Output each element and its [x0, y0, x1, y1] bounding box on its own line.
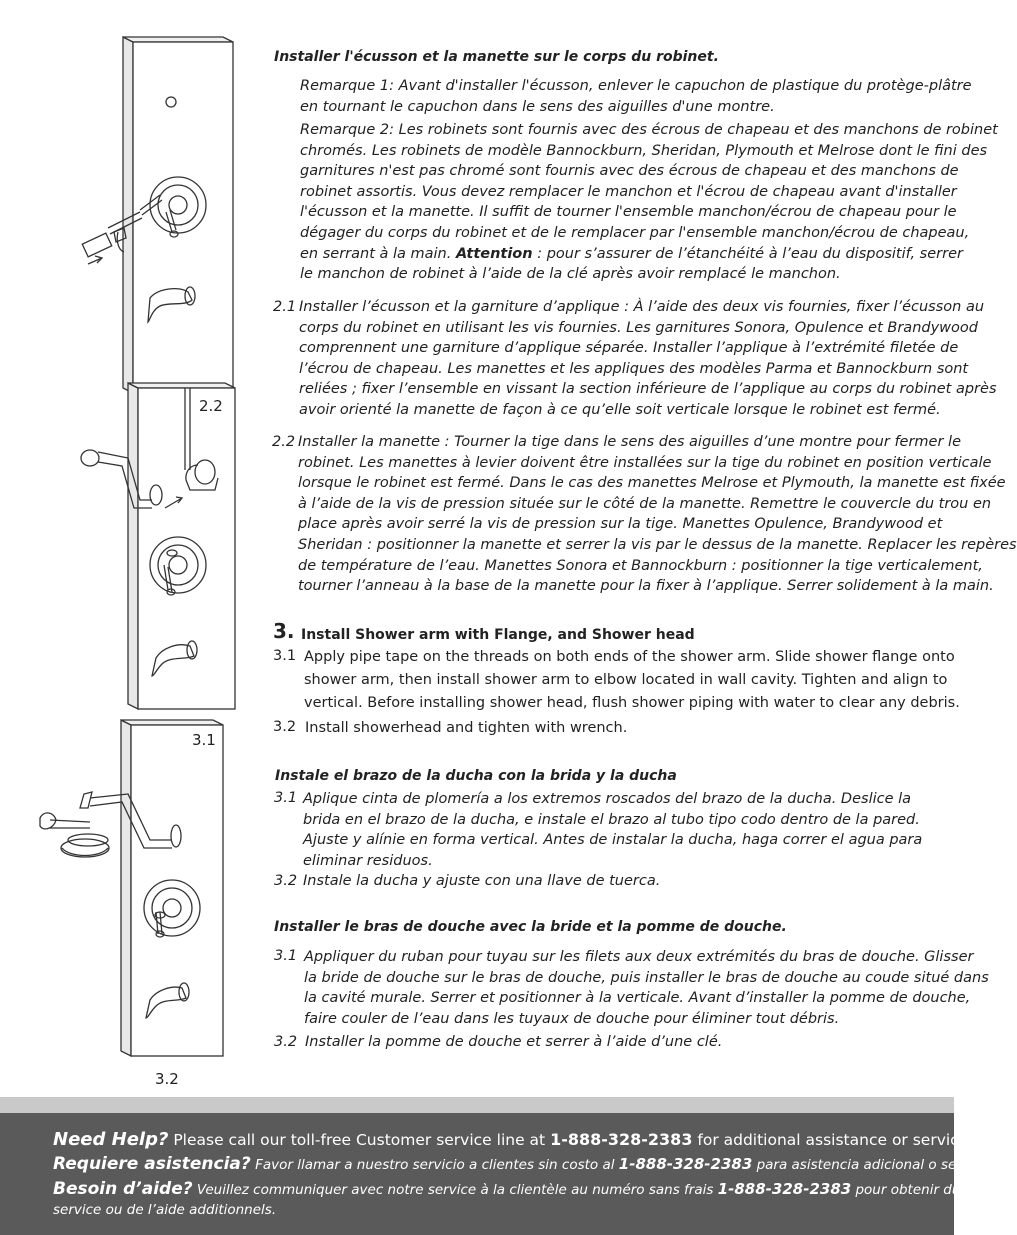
- es-section-3-heading: Instale el brazo de la ducha con la brida y la ducha: [275, 768, 677, 784]
- en-step-3-1-line: shower arm, then install shower arm to elbow located in wall cavity. Tighten and align to: [304, 672, 948, 688]
- section-number-3: 3.: [273, 619, 295, 643]
- fr-note-line: Remarque 2: Les robinets sont fournis avec des écrous de chapeau et des manchons de robinet: [300, 122, 998, 138]
- requiere-asistencia-label: Requiere asistencia?: [53, 1154, 251, 1174]
- fr-step-2-2-line: Sheridan : positionner la manette et serrer la vis par le dessus de la manette. Replacer les repères: [298, 537, 1017, 553]
- fr-step-2-2-line: Installer la manette : Tourner la tige dans le sens des aiguilles d’une montre pour fermer le: [298, 434, 961, 450]
- step-number-3-1: 3.1: [273, 648, 297, 664]
- fr-step-2-2-line: à l’aide de la vis de pression située sur le côté de la manette. Remettre le couvercle du trou en: [298, 495, 992, 512]
- phone-number: 1-888-328-2383: [550, 1130, 693, 1149]
- phone-number: 1-888-328-2383: [618, 1155, 753, 1173]
- figure-label-2-2: 2.2: [199, 397, 223, 415]
- fr-step-2-1-line: l’écrou de chapeau. Les manettes et les appliques des modèles Parma et Bannockburn sont: [299, 360, 969, 377]
- fr-note-line: l'écusson et la manette. Il suffit de tourner l'ensemble manchon/écrou de chapeau pour le: [300, 204, 957, 221]
- step-number-3-2: 3.2: [274, 873, 298, 889]
- help-text: Favor llamar a nuestro servicio a clientes sin costo al: [250, 1157, 619, 1173]
- en-step-3-1-line: vertical. Before installing shower head, flush shower piping with water to clear any debris.: [304, 695, 960, 711]
- help-text: para asistencia adicional o servicio.: [752, 1157, 998, 1173]
- figure-label-3-1: 3.1: [192, 731, 216, 749]
- fr-step-3-1-line: faire couler de l’eau dans les tuyaux de douche pour éliminer tout débris.: [304, 1010, 840, 1027]
- installation-illustrations: [0, 0, 260, 1100]
- es-step-3-1-line: Ajuste y alínie en forma vertical. Antes de instalar la ducha, haga correr el agua para: [303, 832, 923, 849]
- footer-divider-strip: [0, 1097, 954, 1113]
- en-step-3-2-text: Install showerhead and tighten with wrench.: [305, 720, 628, 736]
- step-number-2-1: 2.1: [273, 299, 297, 315]
- fr-step-2-1-line: avoir orienté la manette de façon à ce qu’elle soit verticale lorsque le robinet est fermé.: [299, 402, 941, 418]
- fr-step-2-2-line: place après avoir serré la vis de pression sur la tige. Manettes Opulence, Brandywood et: [298, 516, 943, 533]
- need-help-label: Need Help?: [53, 1129, 169, 1150]
- en-step-3-1-line: Apply pipe tape on the threads on both ends of the shower arm. Slide shower flange onto: [304, 649, 955, 665]
- step-number-2-2: 2.2: [272, 434, 296, 450]
- figure-label-3-2: 3.2: [155, 1070, 179, 1088]
- help-text: for additional assistance or service.: [692, 1131, 974, 1149]
- es-step-3-2-text: Instale la ducha y ajuste con una llave de tuerca.: [303, 873, 661, 889]
- fr-note-line: Remarque 1: Avant d'installer l'écusson, enlever le capuchon de plastique du protège-plâtre: [300, 78, 972, 94]
- fr-step-3-1-line: Appliquer du ruban pour tuyau sur les filets aux deux extrémités du bras de douche. Glisser: [304, 949, 974, 965]
- help-text: Please call our toll-free Customer service line at: [168, 1131, 551, 1149]
- help-line-english: [53, 1129, 973, 1150]
- help-line-french-cont: service ou de l’aide additionnels.: [53, 1202, 277, 1218]
- fr-step-2-2-line: de température de l’eau. Manettes Sonora et Bannockburn : positionner la tige verticalement,: [298, 557, 983, 574]
- fr-note-text: : pour s’assurer de l’étanchéité à l’eau du dispositif, serrer: [532, 245, 963, 262]
- fr-step-2-1-line: corps du robinet en utilisant les vis fournies. Les garnitures Sonora, Opulence et Brandywood: [299, 319, 978, 336]
- fr-note-text: en serrant à la main.: [300, 245, 452, 262]
- help-text: pour obtenir du: [851, 1182, 961, 1198]
- fr-step-2-2-line: robinet. Les manettes à levier doivent être installées sur la tige du robinet en position verticale: [298, 454, 992, 471]
- fr-escutcheon-heading: Installer l'écusson et la manette sur le corps du robinet.: [274, 49, 719, 65]
- figure-escutcheon-install: [82, 37, 233, 393]
- figure-showerhead-install: [40, 720, 223, 1056]
- fr-step-3-1-line: la cavité murale. Serrer et positionner à la verticale. Avant d’installer la pomme de douche,: [304, 990, 971, 1007]
- fr-note-attention-line: [300, 244, 963, 265]
- fr-step-2-2-line: lorsque le robinet est fermé. Dans le cas des manettes Melrose et Plymouth, la manette est fixée: [298, 475, 1006, 492]
- attention-label: Attention: [455, 245, 533, 262]
- fr-section-3-heading: Installer le bras de douche avec la bride et la pomme de douche.: [274, 919, 787, 935]
- fr-note-line: chromés. Les robinets de modèle Bannockburn, Sheridan, Plymouth et Melrose dont le fini des: [300, 142, 988, 159]
- fr-step-2-1-line: comprennent une garniture d’applique séparée. Installer l’applique à l’extrémité filetée de: [299, 340, 959, 357]
- fr-step-2-2-line: tourner l’anneau à la base de la manette pour la fixer à l’applique. Serrer solidement à la main.: [298, 578, 994, 595]
- phone-number: 1-888-328-2383: [717, 1180, 852, 1198]
- es-step-3-1-line: eliminar residuos.: [303, 852, 433, 869]
- fr-step-3-1-line: la bride de douche sur le bras de douche, puis installer le bras de douche au coude situé dans: [304, 969, 989, 986]
- step-number-3-1: 3.1: [274, 948, 298, 964]
- besoin-aide-label: Besoin d’aide?: [53, 1179, 193, 1199]
- fr-note-line: le manchon de robinet à l’aide de la clé après avoir remplacé le manchon.: [300, 266, 841, 283]
- help-footer: [0, 1113, 998, 1235]
- fr-step-2-1-line: reliées ; fixer l’ensemble en vissant la section inférieure de l’applique au corps du robinet après: [299, 381, 997, 398]
- fr-step-2-1-line: Installer l’écusson et la garniture d’applique : À l’aide des deux vis fournies, fixer l’écusson au: [299, 299, 985, 315]
- figure-shower-arm-install: [81, 383, 235, 709]
- fr-step-3-2-text: Installer la pomme de douche et serrer à l’aide d’une clé.: [305, 1034, 723, 1050]
- step-number-3-1: 3.1: [274, 790, 298, 806]
- help-text: Veuillez communiquer avec notre service à la clientèle au numéro sans frais: [192, 1182, 718, 1198]
- es-step-3-1-line: Aplique cinta de plomería a los extremos roscados del brazo de la ducha. Deslice la: [303, 791, 912, 807]
- step-number-3-2: 3.2: [274, 1034, 298, 1050]
- fr-note-line: dégager du corps du robinet et de le remplacer par l'ensemble manchon/écrou de chapeau,: [300, 225, 970, 241]
- help-line-french: [53, 1179, 960, 1199]
- en-section-3-heading: Install Shower arm with Flange, and Shower head: [301, 627, 695, 643]
- es-step-3-1-line: brida en el brazo de la ducha, e instale el brazo al tubo tipo codo dentro de la pared.: [303, 811, 920, 828]
- step-number-3-2: 3.2: [273, 719, 297, 735]
- fr-note-line: robinet assortis. Vous devez remplacer le manchon et l'écrou de chapeau avant d'installer: [300, 183, 957, 200]
- fr-note-line: en tournant le capuchon dans le sens des aiguilles d'une montre.: [300, 98, 775, 115]
- help-line-spanish: [53, 1154, 997, 1174]
- fr-note-line: garnitures n'est pas chromé sont fournis avec des écrous de chapeau et des manchons de: [300, 163, 959, 180]
